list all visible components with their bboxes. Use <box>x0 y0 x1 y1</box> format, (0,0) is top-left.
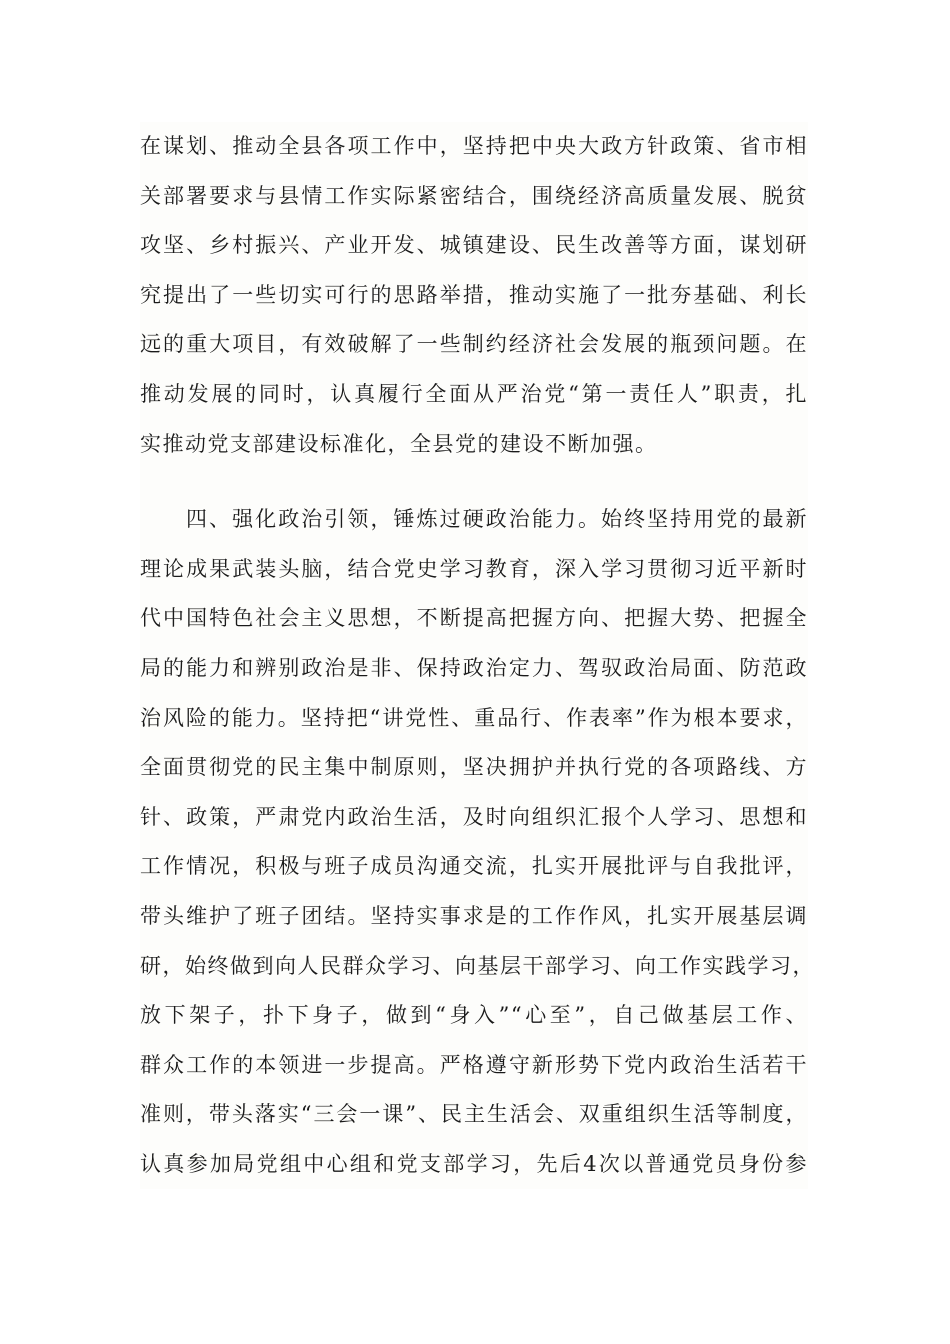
paragraph-line: 攻坚、乡村振兴、产业开发、城镇建设、民生改善等方面，谋划研 <box>140 233 808 258</box>
paragraph-line: 究提出了一些切实可行的思路举措，推动实施了一批夯基础、利长 <box>140 282 808 307</box>
paragraph-line: 放下架子，扑下身子，做到“身入”“心至”，自己做基层工作、 <box>140 1003 808 1028</box>
paragraph-line: 针、政策，严肃党内政治生活，及时向组织汇报个人学习、思想和 <box>140 804 808 829</box>
paragraph-line: 理论成果武装头脑，结合党史学习教育，深入学习贯彻习近平新时 <box>140 556 808 581</box>
paragraph-line: 研，始终做到向人民群众学习、向基层干部学习、向工作实践学习， <box>140 953 815 978</box>
paragraph-line: 在谋划、推动全县各项工作中，坚持把中央大政方针政策、省市相 <box>140 134 808 158</box>
paragraph-line: 准则，带头落实“三会一课”、民主生活会、双重组织生活等制度， <box>140 1102 808 1127</box>
paragraph-spacer <box>140 469 808 495</box>
paragraph-2 <box>140 495 815 1189</box>
paragraph-line: 群众工作的本领进一步提高。严格遵守新形势下党内政治生活若干 <box>140 1052 808 1077</box>
paragraph-line: 全面贯彻党的民主集中制原则，坚决拥护并执行党的各项路线、方 <box>140 755 808 780</box>
paragraph-line: 认真参加局党组中心组和党支部学习，先后4次以普通党员身份参 <box>140 1151 808 1176</box>
paragraph-1 <box>140 122 808 469</box>
paragraph-line: 代中国特色社会主义思想，不断提高把握方向、把握大势、把握全 <box>140 606 808 631</box>
paragraph-line: 治风险的能力。坚持把“讲党性、重品行、作表率”作为根本要求， <box>140 705 808 730</box>
paragraph-line: 远的重大项目，有效破解了一些制约经济社会发展的瓶颈问题。在 <box>140 332 808 357</box>
paragraph-line: 工作情况，积极与班子成员沟通交流，扎实开展批评与自我批评， <box>140 854 808 879</box>
paragraph-line: 推动发展的同时，认真履行全面从严治党“第一责任人”职责，扎 <box>140 381 808 406</box>
paragraph-line: 四、强化政治引领，锤炼过硬政治能力。始终坚持用党的最新 <box>186 507 808 532</box>
paragraph-line: 关部署要求与县情工作实际紧密结合，围绕经济高质量发展、脱贫 <box>140 183 808 208</box>
paragraph-line: 实推动党支部建设标准化，全县党的建设不断加强。 <box>140 431 658 456</box>
document-body <box>140 122 815 1189</box>
paragraph-line: 局的能力和辨别政治是非、保持政治定力、驾驭政治局面、防范政 <box>140 655 808 680</box>
paragraph-line: 带头维护了班子团结。坚持实事求是的工作作风，扎实开展基层调 <box>140 903 808 928</box>
